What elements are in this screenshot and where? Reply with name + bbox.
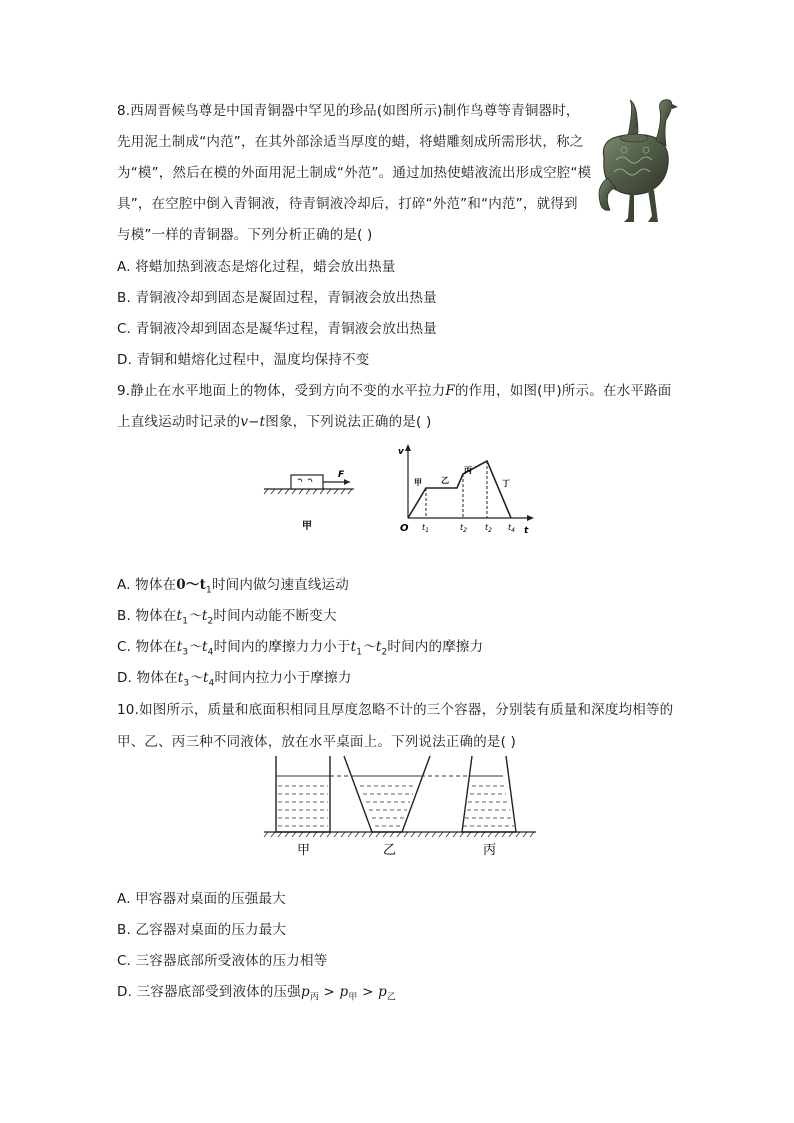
three-containers-diagram <box>262 754 538 860</box>
q10-stem-line-1: 10.如图所示，质量和底面积相同且厚度忽略不计的三个容器，分别装有质量和深度均相等的 <box>117 702 674 718</box>
q9-option-c: C. 物体在$t_3\sim t_4$时间内的摩擦力力小于$t_1\sim t_2$时间内的摩擦力 <box>117 639 484 658</box>
q8-stem-line-5: 与模”一样的青铜器。下列分析正确的是( ) <box>117 227 373 243</box>
bird-zun-bronze-image <box>590 98 680 230</box>
q9-option-a: A. 物体在$0\sim t_1$时间内做匀速直线运动 <box>117 577 349 596</box>
block <box>291 475 323 489</box>
tick-label-t4: $t_4$ <box>508 523 515 534</box>
force-label: F <box>338 470 345 480</box>
origin-label: O <box>400 523 409 534</box>
q10-stem-line-2: 甲、乙、丙三种不同液体，放在水平桌面上。下列说法正确的是( ) <box>117 734 517 750</box>
container-label-yi: 乙 <box>383 843 397 858</box>
q9-option-b: B. 物体在$t_1\sim t_2$时间内动能不断变大 <box>117 608 337 627</box>
q8-stem-line-3: 为“模”，然后在模的外面用泥土制成“外范”。通过加热使蜡液流出形成空腔“模 <box>117 165 592 181</box>
tick-label-t2b: $t_2$ <box>485 523 492 534</box>
vt-symbol: v−t <box>240 414 266 430</box>
q8-option-b: B. 青铜液冷却到固态是凝固过程，青铜液会放出热量 <box>117 290 437 306</box>
q8-option-c: C. 青铜液冷却到固态是凝华过程，青铜液会放出热量 <box>117 321 438 337</box>
tick-label-t1: $t_1$ <box>422 523 429 534</box>
block-force-diagram <box>262 465 362 535</box>
axis-label-t: t <box>524 526 529 536</box>
q9-stem-line-2: 上直线运动时记录的v−t图象，下列说法正确的是( ) <box>117 414 432 430</box>
vt-graph <box>392 440 542 540</box>
q8-stem-line-2: 先用泥土制成“内范”，在其外部涂适当厚度的蜡，将蜡雕刻成所需形状，称之 <box>117 134 584 150</box>
q10-option-d: D. 三容器底部受到液体的压强$p_丙 > p_甲 > p_乙$ <box>117 984 397 1003</box>
segment-label-ding: 丁 <box>502 479 510 488</box>
axis-label-v: v <box>398 447 404 457</box>
q10-option-c: C. 三容器底部所受液体的压力相等 <box>117 953 328 969</box>
q9-option-d: D. 物体在$t_3\sim t_4$时间内拉力小于摩擦力 <box>117 670 352 689</box>
q10-option-a: A. 甲容器对桌面的压强最大 <box>117 891 286 907</box>
q8-stem-line-4: 具”，在空腔中倒入青铜液，待青铜液冷却后，打碎“外范”和“内范”，就得到 <box>117 196 578 212</box>
q10-option-b: B. 乙容器对桌面的压力最大 <box>117 922 287 938</box>
container-label-jia: 甲 <box>297 843 311 858</box>
fig-caption-jia: 甲 <box>302 521 312 532</box>
q8-stem-line-1: 8.西周晋候鸟尊是中国青铜器中罕见的珍品(如图所示)制作鸟尊等青铜器时， <box>117 103 580 119</box>
vt-curve <box>408 461 511 518</box>
tick-label-t2: $t_2$ <box>460 523 467 534</box>
q8-option-d: D. 青铜和蜡熔化过程中，温度均保持不变 <box>117 352 370 368</box>
segment-label-bing: 丙 <box>464 466 472 475</box>
q9-stem-line-1: 9.静止在水平地面上的物体，受到方向不变的水平拉力F的作用，如图(甲)所示。在水平路面 <box>117 383 672 399</box>
container-label-bing: 丙 <box>483 843 497 858</box>
segment-label-jia: 甲 <box>414 478 422 487</box>
segment-label-yi: 乙 <box>441 476 449 485</box>
q8-option-a: A. 将蜡加热到液态是熔化过程，蜡会放出热量 <box>117 259 396 275</box>
force-symbol: F <box>445 383 455 399</box>
